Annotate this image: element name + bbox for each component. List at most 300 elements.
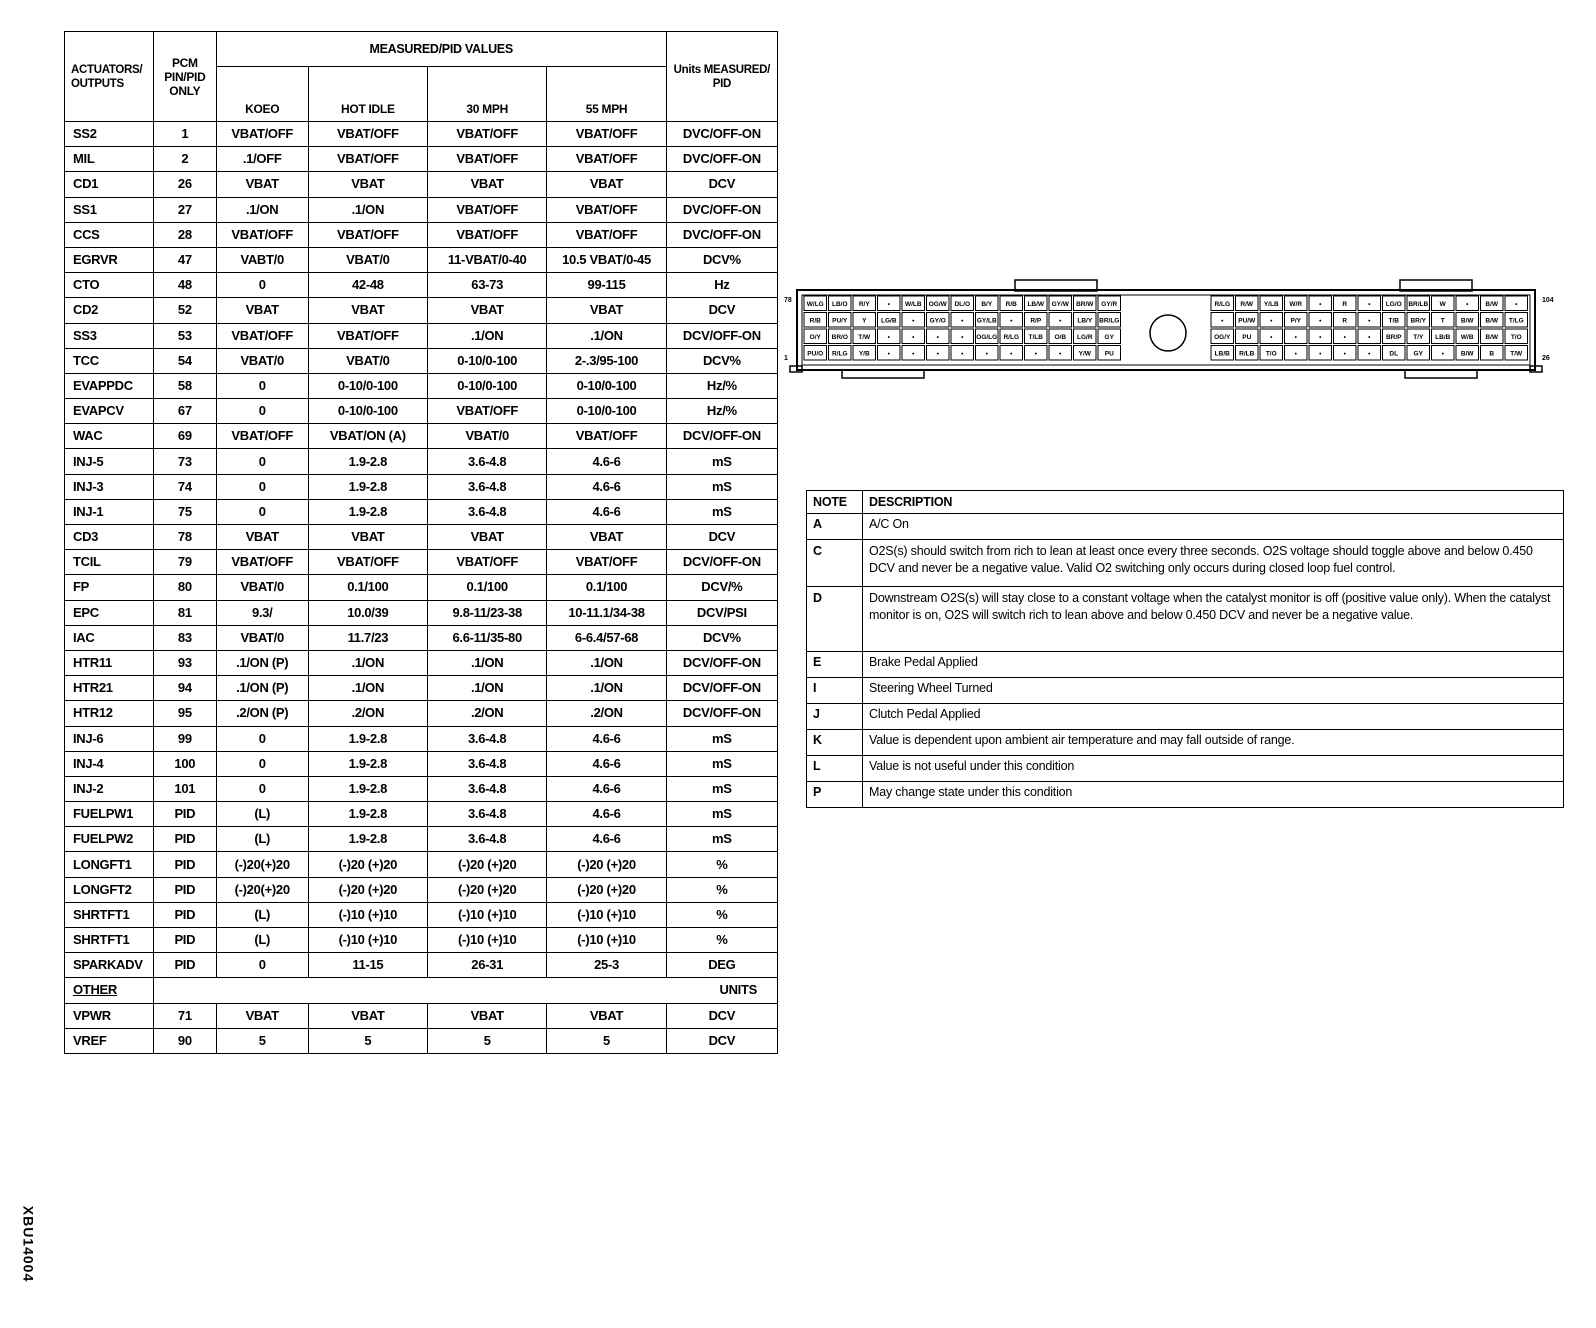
note-letter: K: [807, 730, 863, 756]
connector-pin-label: •: [1010, 350, 1013, 358]
connector-pin-label: R/LG: [831, 350, 848, 358]
connector-pin-label: W/LB: [904, 300, 922, 308]
table-cell: mS: [666, 499, 777, 524]
table-cell: VBAT/OFF: [547, 550, 666, 575]
table-row: [65, 222, 778, 247]
table-row: [65, 474, 778, 499]
table-cell: 5: [216, 1028, 308, 1053]
signal-name: HTR21: [65, 676, 154, 701]
table-cell: DCV/OFF-ON: [666, 701, 777, 726]
table-row: [65, 1028, 778, 1053]
table-cell: VBAT: [428, 172, 547, 197]
table-cell: 52: [153, 298, 216, 323]
table-row: [65, 877, 778, 902]
table-row: [65, 147, 778, 172]
notes-table-body: [807, 514, 1564, 808]
document-code: XBU14004: [20, 1205, 37, 1283]
table-cell: 58: [153, 373, 216, 398]
connector-pin-label: •: [985, 350, 988, 358]
notes-header-note: NOTE: [807, 491, 863, 514]
connector-pin-label: R/Y: [858, 300, 870, 308]
table-cell: (-)10 (+)10: [308, 928, 427, 953]
table-cell: .1/ON: [216, 197, 308, 222]
table-cell: 9.3/: [216, 600, 308, 625]
signal-name: SHRTFT1: [65, 928, 154, 953]
table-cell: DCV: [666, 1028, 777, 1053]
table-cell: VBAT/OFF: [428, 399, 547, 424]
connector-pin-label: Y: [862, 317, 867, 325]
table-cell: 3.6-4.8: [428, 474, 547, 499]
table-row: [65, 802, 778, 827]
table-cell: DCV%: [666, 625, 777, 650]
signal-name: TCIL: [65, 550, 154, 575]
table-cell: 0: [216, 273, 308, 298]
table-cell: DVC/OFF-ON: [666, 222, 777, 247]
table-cell: PID: [153, 827, 216, 852]
notes-header-description: DESCRIPTION: [863, 491, 1564, 514]
table-cell: 53: [153, 323, 216, 348]
pid-values-table: [64, 31, 778, 1054]
table-cell: 94: [153, 676, 216, 701]
table-cell: .1/ON: [428, 323, 547, 348]
connector-pin-label: LG/R: [1076, 333, 1093, 341]
table-cell: VBAT: [547, 298, 666, 323]
connector-pin-label: •: [1270, 317, 1273, 325]
table-cell: VBAT/OFF: [547, 147, 666, 172]
signal-name: CD1: [65, 172, 154, 197]
signal-name: INJ-5: [65, 449, 154, 474]
note-letter: D: [807, 587, 863, 652]
table-cell: %: [666, 877, 777, 902]
table-cell: 9.8-11/23-38: [428, 600, 547, 625]
table-cell: mS: [666, 726, 777, 751]
table-cell: 0-10/0-100: [428, 348, 547, 373]
connector-pin-label: OG/LG: [976, 333, 998, 341]
connector-pin-label: •: [961, 333, 964, 341]
note-description: Brake Pedal Applied: [863, 652, 1564, 678]
connector-pin-label: T/O: [1265, 350, 1277, 358]
table-cell: .1/ON (P): [216, 650, 308, 675]
table-cell: VBAT: [428, 298, 547, 323]
pin-label-1: 1: [784, 355, 788, 362]
table-cell: VBAT/OFF: [308, 222, 427, 247]
signal-name: FP: [65, 575, 154, 600]
table-cell: 0-10/0-100: [547, 399, 666, 424]
connector-pin-label: LB/O: [831, 300, 848, 308]
signal-name: EPC: [65, 600, 154, 625]
table-cell: VBAT: [547, 172, 666, 197]
connector-pin-label: •: [1466, 300, 1469, 308]
connector-pin-label: O/Y: [809, 333, 821, 341]
table-cell: 3.6-4.8: [428, 776, 547, 801]
table-cell: 69: [153, 424, 216, 449]
connector-pin-label: •: [1319, 300, 1322, 308]
signal-name: WAC: [65, 424, 154, 449]
table-cell: Hz: [666, 273, 777, 298]
connector-pin-label: T/Y: [1413, 333, 1424, 341]
table-cell: 4.6-6: [547, 474, 666, 499]
note-description: Value is not useful under this condition: [863, 756, 1564, 782]
table-cell: VBAT/OFF: [216, 222, 308, 247]
table-cell: VBAT/OFF: [308, 550, 427, 575]
connector-pin-label: •: [1441, 350, 1444, 358]
table-cell: 48: [153, 273, 216, 298]
connector-pin-label: B/W: [1485, 300, 1499, 308]
connector-pin-label: B/W: [1485, 333, 1499, 341]
table-cell: 0: [216, 499, 308, 524]
table-cell: .1/ON (P): [216, 676, 308, 701]
signal-name: HTR11: [65, 650, 154, 675]
table-cell: 0.1/100: [547, 575, 666, 600]
note-letter: J: [807, 704, 863, 730]
connector-pin-label: T/W: [1510, 350, 1523, 358]
table-cell: DCV: [666, 525, 777, 550]
table-cell: (L): [216, 802, 308, 827]
signal-name: CD2: [65, 298, 154, 323]
table-cell: 27: [153, 197, 216, 222]
table-cell: DCV: [666, 1003, 777, 1028]
table-cell: 4.6-6: [547, 802, 666, 827]
note-letter: A: [807, 514, 863, 540]
table-cell: 10.5 VBAT/0-45: [547, 247, 666, 272]
table-cell: VBAT/ON (A): [308, 424, 427, 449]
table-cell: 75: [153, 499, 216, 524]
table-cell: (-)10 (+)10: [428, 902, 547, 927]
connector-pin-label: LB/B: [1435, 333, 1451, 341]
signal-name: FUELPW1: [65, 802, 154, 827]
table-cell: 0.1/100: [428, 575, 547, 600]
connector-pin-label: PU/O: [807, 350, 824, 358]
table-cell: PID: [153, 877, 216, 902]
connector-pin-label: •: [1034, 350, 1037, 358]
table-cell: 3.6-4.8: [428, 802, 547, 827]
connector-bolt: [1150, 315, 1186, 351]
table-cell: VBAT/OFF: [547, 222, 666, 247]
table-cell: DCV/%: [666, 575, 777, 600]
table-cell: VABT/0: [216, 247, 308, 272]
table-cell: VBAT/0: [308, 247, 427, 272]
table-cell: mS: [666, 474, 777, 499]
table-row: [65, 1003, 778, 1028]
note-description: Clutch Pedal Applied: [863, 704, 1564, 730]
table-row: [65, 625, 778, 650]
connector-pin-label: Y/LB: [1263, 300, 1279, 308]
table-row: [65, 247, 778, 272]
table-row: [65, 348, 778, 373]
table-cell: 4.6-6: [547, 499, 666, 524]
connector-pin-label: W/B: [1460, 333, 1474, 341]
connector-pin-label: •: [887, 333, 890, 341]
table-cell: VBAT: [308, 525, 427, 550]
connector-pin-label: BR/Y: [1410, 317, 1427, 325]
note-letter: E: [807, 652, 863, 678]
note-description: Value is dependent upon ambient air temperature and may fall outside of range.: [863, 730, 1564, 756]
table-cell: VBAT/0: [428, 424, 547, 449]
table-cell: .1/ON: [547, 650, 666, 675]
table-cell: VBAT/OFF: [216, 323, 308, 348]
table-cell: (L): [216, 902, 308, 927]
table-cell: %: [666, 852, 777, 877]
connector-pin-label: R: [1342, 317, 1348, 325]
table-row: [65, 575, 778, 600]
connector-pin-label: GY/O: [929, 317, 946, 325]
connector-pin-label: GY/R: [1101, 300, 1118, 308]
connector-pin-label: B/W: [1485, 317, 1499, 325]
connector-pin-label: R/B: [809, 317, 821, 325]
signal-name: SS3: [65, 323, 154, 348]
table-cell: VBAT/OFF: [428, 197, 547, 222]
table-cell: 101: [153, 776, 216, 801]
table-cell: 73: [153, 449, 216, 474]
signal-name: VPWR: [65, 1003, 154, 1028]
connector-pin-label: •: [1319, 350, 1322, 358]
note-row: [807, 678, 1564, 704]
table-cell: (-)20 (+)20: [308, 877, 427, 902]
pid-table-body: [65, 122, 778, 978]
table-row: [65, 172, 778, 197]
table-cell: (-)10 (+)10: [547, 928, 666, 953]
connector-pin-label: R/LG: [1003, 333, 1020, 341]
note-description: Steering Wheel Turned: [863, 678, 1564, 704]
table-cell: mS: [666, 802, 777, 827]
table-cell: 0.1/100: [308, 575, 427, 600]
connector-pin-label: GY/LB: [976, 317, 997, 325]
table-cell: PID: [153, 953, 216, 978]
header-actuators: ACTUATORS/ OUTPUTS: [65, 32, 154, 122]
connector-pin-label: •: [1368, 300, 1371, 308]
table-cell: VBAT/OFF: [216, 424, 308, 449]
connector-pin-label: R/P: [1030, 317, 1042, 325]
header-30-mph: 30 MPH: [428, 67, 547, 122]
signal-name: EVAPCV: [65, 399, 154, 424]
table-row: [65, 953, 778, 978]
table-cell: 1.9-2.8: [308, 802, 427, 827]
connector-pin-label: •: [1059, 350, 1062, 358]
table-cell: mS: [666, 776, 777, 801]
table-cell: VBAT: [308, 172, 427, 197]
other-table-body: [65, 1003, 778, 1053]
signal-name: INJ-4: [65, 751, 154, 776]
table-cell: 1.9-2.8: [308, 751, 427, 776]
note-row: [807, 704, 1564, 730]
table-cell: 54: [153, 348, 216, 373]
notes-table: [806, 490, 1564, 808]
table-cell: 0-10/0-100: [428, 373, 547, 398]
table-cell: 1.9-2.8: [308, 474, 427, 499]
header-pcm-pin: PCM PIN/PID ONLY: [153, 32, 216, 122]
table-row: [65, 600, 778, 625]
table-row: [65, 273, 778, 298]
table-cell: 28: [153, 222, 216, 247]
signal-name: FUELPW2: [65, 827, 154, 852]
table-cell: .2/ON: [547, 701, 666, 726]
table-cell: 3.6-4.8: [428, 449, 547, 474]
table-cell: DVC/OFF-ON: [666, 197, 777, 222]
pin-label-78: 78: [784, 297, 792, 304]
table-cell: VBAT: [308, 1003, 427, 1028]
table-cell: 74: [153, 474, 216, 499]
table-cell: PID: [153, 802, 216, 827]
table-cell: 1.9-2.8: [308, 449, 427, 474]
table-cell: 1: [153, 122, 216, 147]
table-row: [65, 499, 778, 524]
table-cell: .1/ON: [308, 676, 427, 701]
other-section-row: [65, 978, 778, 1003]
connector-pin-label: •: [887, 300, 890, 308]
table-cell: 0: [216, 373, 308, 398]
table-cell: 67: [153, 399, 216, 424]
table-cell: .1/ON: [547, 676, 666, 701]
table-cell: 10-11.1/34-38: [547, 600, 666, 625]
table-cell: (L): [216, 827, 308, 852]
connector-pin-label: •: [961, 350, 964, 358]
table-row: [65, 424, 778, 449]
connector-pin-label: B/Y: [981, 300, 993, 308]
table-cell: (-)10 (+)10: [547, 902, 666, 927]
connector-pin-label: GY/W: [1051, 300, 1069, 308]
table-row: [65, 776, 778, 801]
signal-name: LONGFT1: [65, 852, 154, 877]
table-cell: VBAT/OFF: [428, 222, 547, 247]
connector-pin-label: O/B: [1054, 333, 1067, 341]
table-row: [65, 928, 778, 953]
connector-pin-label: GY: [1104, 333, 1114, 341]
connector-pin-label: T/LB: [1028, 333, 1043, 341]
pin-label-26: 26: [1542, 355, 1550, 362]
connector-pin-label: •: [936, 333, 939, 341]
connector-pin-label: •: [1368, 317, 1371, 325]
table-cell: VBAT/OFF: [308, 323, 427, 348]
table-cell: 6.6-11/35-80: [428, 625, 547, 650]
table-cell: mS: [666, 827, 777, 852]
table-cell: 5: [428, 1028, 547, 1053]
connector-pin-label: LG/B: [880, 317, 897, 325]
table-cell: 3.6-4.8: [428, 726, 547, 751]
table-row: [65, 676, 778, 701]
connector-pin-label: BR/P: [1385, 333, 1402, 341]
signal-name: INJ-2: [65, 776, 154, 801]
table-cell: 47: [153, 247, 216, 272]
signal-name: SS1: [65, 197, 154, 222]
table-cell: 79: [153, 550, 216, 575]
table-row: [65, 902, 778, 927]
connector-pin-label: LG/O: [1385, 300, 1402, 308]
connector-pin-label: •: [1221, 317, 1224, 325]
table-cell: 93: [153, 650, 216, 675]
table-cell: 83: [153, 625, 216, 650]
connector-pin-label: LB/Y: [1077, 317, 1093, 325]
table-cell: (-)20(+)20: [216, 852, 308, 877]
connector-pin-label: B: [1489, 350, 1495, 358]
table-cell: DCV/OFF-ON: [666, 676, 777, 701]
pcm-connector-diagram: [784, 278, 1554, 388]
note-description: May change state under this condition: [863, 782, 1564, 808]
table-cell: 63-73: [428, 273, 547, 298]
connector-pin-label: BR/O: [831, 333, 848, 341]
table-cell: 100: [153, 751, 216, 776]
note-letter: P: [807, 782, 863, 808]
table-row: [65, 122, 778, 147]
connector-pin-label: R/B: [1005, 300, 1017, 308]
header-measured-values: MEASURED/PID VALUES: [216, 32, 666, 67]
table-cell: VBAT: [428, 525, 547, 550]
table-cell: 0: [216, 776, 308, 801]
connector-pin-label: LB/W: [1027, 300, 1045, 308]
table-cell: VBAT/0: [308, 348, 427, 373]
connector-pin-label: •: [961, 317, 964, 325]
note-description: Downstream O2S(s) will stay close to a constant voltage when the catalyst monitor is off (positive value only). When the catalyst monitor is on, O2S will switch rich to lean above and below 0.450 DCV and never be a negative value.: [863, 587, 1564, 652]
table-cell: DCV: [666, 298, 777, 323]
connector-pin-label: T/B: [1388, 317, 1399, 325]
table-cell: VBAT/OFF: [308, 147, 427, 172]
table-cell: 90: [153, 1028, 216, 1053]
connector-pin-label: T/LG: [1508, 317, 1524, 325]
table-cell: (-)10 (+)10: [428, 928, 547, 953]
table-cell: .1/ON: [428, 676, 547, 701]
table-cell: 0: [216, 399, 308, 424]
table-cell: (L): [216, 928, 308, 953]
table-cell: 11.7/23: [308, 625, 427, 650]
table-cell: .2/ON: [428, 701, 547, 726]
table-cell: (-)20 (+)20: [428, 877, 547, 902]
table-cell: mS: [666, 449, 777, 474]
other-units-label: UNITS: [153, 978, 777, 1003]
signal-name: SHRTFT1: [65, 902, 154, 927]
signal-name: EGRVR: [65, 247, 154, 272]
table-cell: VBAT/OFF: [547, 197, 666, 222]
table-row: [65, 449, 778, 474]
table-cell: 26-31: [428, 953, 547, 978]
table-cell: VBAT/OFF: [216, 122, 308, 147]
table-cell: 2: [153, 147, 216, 172]
table-row: [65, 525, 778, 550]
signal-name: MIL: [65, 147, 154, 172]
connector-pin-label: •: [1515, 300, 1518, 308]
connector-pin-label: PU: [1104, 350, 1114, 358]
table-cell: DVC/OFF-ON: [666, 147, 777, 172]
table-row: [65, 650, 778, 675]
table-cell: 26: [153, 172, 216, 197]
other-label: OTHER: [65, 978, 154, 1003]
table-cell: VBAT: [308, 298, 427, 323]
table-cell: .1/OFF: [216, 147, 308, 172]
connector-pin-label: •: [936, 350, 939, 358]
table-cell: DCV%: [666, 348, 777, 373]
note-row: [807, 652, 1564, 678]
pin-label-104: 104: [1542, 297, 1554, 304]
table-cell: .2/ON: [308, 701, 427, 726]
connector-pin-label: T/O: [1510, 333, 1522, 341]
signal-name: VREF: [65, 1028, 154, 1053]
table-cell: %: [666, 902, 777, 927]
connector-pin-label: •: [1294, 333, 1297, 341]
table-row: [65, 323, 778, 348]
connector-pin-label: •: [1059, 317, 1062, 325]
table-cell: VBAT/OFF: [547, 122, 666, 147]
connector-pin-label: B/W: [1460, 350, 1474, 358]
connector-pin-label: OG/Y: [1214, 333, 1231, 341]
table-cell: 71: [153, 1003, 216, 1028]
connector-pin-label: •: [887, 350, 890, 358]
table-cell: mS: [666, 751, 777, 776]
table-cell: Hz/%: [666, 373, 777, 398]
table-cell: (-)20 (+)20: [428, 852, 547, 877]
connector-pin-label: •: [912, 317, 915, 325]
connector-pin-label: •: [1343, 333, 1346, 341]
table-cell: (-)20(+)20: [216, 877, 308, 902]
signal-name: CCS: [65, 222, 154, 247]
table-cell: Hz/%: [666, 399, 777, 424]
